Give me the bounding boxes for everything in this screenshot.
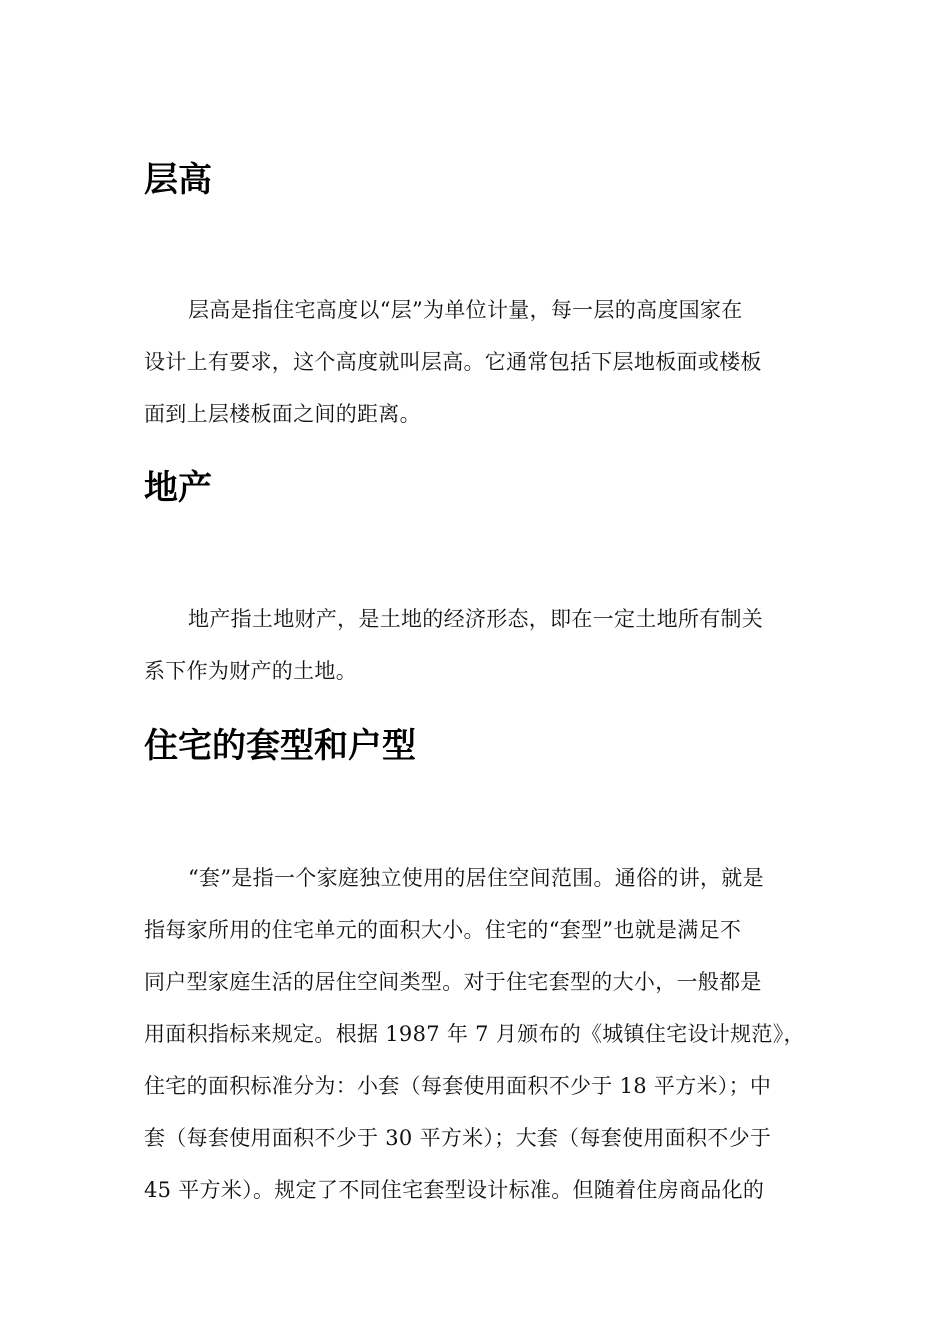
paragraph-line: 面到上层楼板面之间的距离。 — [144, 402, 421, 426]
section-heading-floor-height: 层高 — [144, 160, 212, 200]
section-paragraph-floor-height — [144, 284, 814, 440]
paragraph-line: “套”是指一个家庭独立使用的居住空间范围。通俗的讲，就是 — [188, 866, 764, 890]
paragraph-line: 设计上有要求，这个高度就叫层高。它通常包括下层地板面或楼板 — [144, 350, 762, 374]
paragraph-line: 同户型家庭生活的居住空间类型。对于住宅套型的大小，一般都是 — [144, 970, 762, 994]
paragraph-line: 指每家所用的住宅单元的面积大小。住宅的“套型”也就是满足不 — [144, 918, 742, 942]
section-heading-housing-unit-types: 住宅的套型和户型 — [144, 726, 416, 766]
paragraph-line: 层高是指住宅高度以“层”为单位计量，每一层的高度国家在 — [188, 298, 743, 322]
paragraph-line: 用面积指标来规定。根据 1987 年 7 月颁布的《城镇住宅设计规范》， — [144, 1022, 805, 1046]
section-heading-real-estate: 地产 — [144, 468, 212, 508]
paragraph-line: 地产指土地财产，是土地的经济形态，即在一定土地所有制关 — [188, 607, 764, 631]
section-paragraph-real-estate — [144, 593, 814, 697]
section-paragraph-housing-unit-types — [144, 852, 814, 1216]
paragraph-line: 系下作为财产的土地。 — [144, 659, 357, 683]
paragraph-line: 套（每套使用面积不少于 30 平方米）；大套（每套使用面积不少于 — [144, 1126, 772, 1150]
paragraph-line: 45 平方米）。规定了不同住宅套型设计标准。但随着住房商品化的 — [144, 1178, 765, 1202]
paragraph-line: 住宅的面积标准分为：小套（每套使用面积不少于 18 平方米）；中 — [144, 1074, 772, 1098]
